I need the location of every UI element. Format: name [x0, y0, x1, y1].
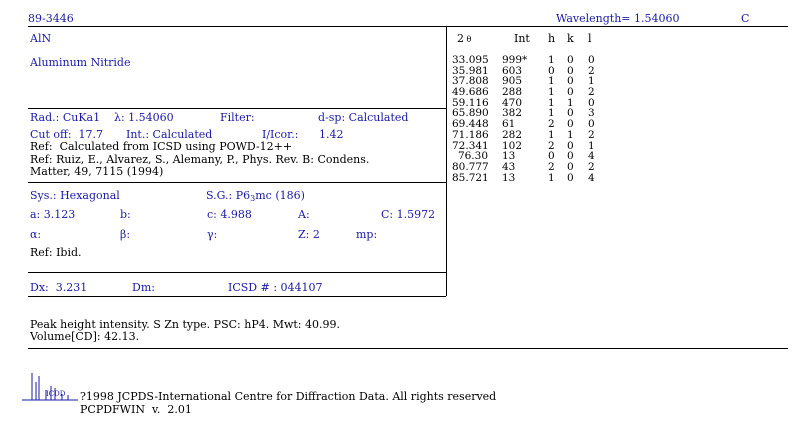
cell-l: 2 — [588, 64, 595, 77]
cell-int: 102 — [502, 139, 523, 152]
angle-beta: β: — [120, 228, 131, 241]
cell-two-theta: 59.116 — [452, 96, 489, 109]
cell-l: 0 — [588, 54, 595, 66]
density-dm: Dm: — [132, 281, 155, 294]
cutoff: Cut off: 17.7 — [30, 128, 104, 141]
cell-k: 1 — [567, 96, 574, 109]
cell-l: 1 — [588, 139, 595, 152]
angle-gamma: γ: — [207, 228, 218, 241]
compound-name: Aluminum Nitride — [30, 56, 131, 69]
lattice-a: a: 3.123 — [30, 208, 76, 221]
cell-two-theta: 35.981 — [452, 64, 489, 77]
d-spacing: d-sp: Calculated — [318, 111, 409, 124]
wavelength-label: Wavelength= 1.54060 — [556, 12, 680, 25]
cell-two-theta: 72.341 — [452, 139, 489, 152]
col-header-int: Int — [514, 32, 530, 45]
cell-l: 2 — [588, 86, 595, 99]
ratio-C: C: 1.5972 — [381, 208, 436, 221]
intensity-method: Int.: Calculated — [126, 128, 213, 141]
icor-label: I/Icor.: — [262, 128, 299, 141]
cell-h: 1 — [548, 75, 555, 88]
cell-k: 0 — [567, 75, 574, 88]
space-group: S.G.: $P6_3mc$ (186) — [206, 189, 305, 203]
comment-line-1: Peak height intensity. S Zn type. PSC: hP4. Mwt: 40.99. — [30, 318, 340, 331]
panel-vertical-divider — [446, 27, 447, 296]
cell-int: 603 — [502, 64, 523, 77]
cell-int: 43 — [502, 160, 516, 173]
divider-density — [28, 296, 446, 297]
cell-int: 61 — [502, 118, 516, 131]
reference-1: Ref: Calculated from ICSD using POWD-12++ — [30, 140, 293, 153]
col-header-l: l — [588, 32, 592, 45]
cell-two-theta: 76.30 — [457, 150, 488, 163]
cell-two-theta: 69.448 — [452, 118, 489, 131]
melting-point: mp: — [356, 228, 378, 241]
cell-h: 2 — [548, 118, 555, 131]
cell-k: 0 — [567, 107, 574, 120]
cell-l: 2 — [588, 160, 595, 173]
angle-alpha: α: — [30, 228, 42, 241]
cell-l: 3 — [588, 107, 595, 120]
crystal-reference: Ref: Ibid. — [30, 246, 82, 259]
cell-l: 4 — [588, 150, 595, 163]
compound-formula: AlN — [30, 32, 52, 45]
cell-h: 2 — [548, 160, 555, 173]
cell-two-theta: 85.721 — [452, 171, 489, 184]
cell-h: 1 — [548, 107, 555, 120]
cell-k: 1 — [567, 128, 574, 141]
cell-h: 1 — [548, 54, 555, 66]
cell-int: 282 — [502, 128, 523, 141]
cell-int: 382 — [502, 107, 523, 120]
col-header-h: h — [548, 32, 556, 45]
cell-k: 0 — [567, 139, 574, 152]
icor-value: 1.42 — [319, 128, 344, 141]
divider-crystal — [28, 272, 446, 273]
cell-h: 0 — [548, 150, 555, 163]
reference-2: Ref: Ruiz, E., Alvarez, S., Alemany, P., Phys. Rev. B: Condens. — [30, 153, 370, 166]
cell-h: 1 — [548, 128, 555, 141]
cell-two-theta: 49.686 — [452, 86, 489, 99]
col-header-k: k — [567, 32, 574, 45]
divider-experimental — [28, 182, 446, 183]
cell-k: 0 — [567, 171, 574, 184]
cell-k: 0 — [567, 118, 574, 131]
cell-l: 4 — [588, 171, 595, 184]
cell-int: 13 — [502, 150, 516, 163]
cell-int: 13 — [502, 171, 516, 184]
cell-h: 1 — [548, 171, 555, 184]
pdf-number: 89-3446 — [28, 12, 74, 25]
crystal-system: Sys.: Hexagonal — [30, 189, 120, 202]
divider-comments — [28, 348, 788, 349]
lattice-b: b: — [120, 208, 131, 221]
col-header-two-theta: 2 θ — [457, 32, 472, 45]
icsd-number: ICSD # : 044107 — [228, 281, 323, 294]
reference-3: Matter, 49, 7115 (1994) — [30, 165, 164, 178]
cell-int: 288 — [502, 86, 523, 99]
icdd-logo-icon — [18, 370, 80, 404]
cell-k: 0 — [567, 86, 574, 99]
cell-two-theta: 37.808 — [452, 75, 489, 88]
cell-int: 905 — [502, 75, 523, 88]
header-divider — [28, 26, 788, 27]
cell-two-theta: 65.890 — [452, 107, 489, 120]
copyright-line: ?1998 JCPDS-International Centre for Diffraction Data. All rights reserved — [80, 390, 497, 403]
cell-l: 0 — [588, 118, 595, 131]
cell-two-theta: 33.095 — [452, 54, 489, 66]
z-value: Z: 2 — [298, 228, 320, 241]
cell-h: 1 — [548, 96, 555, 109]
ratio-A: A: — [298, 208, 310, 221]
cell-k: 0 — [567, 160, 574, 173]
cell-two-theta: 71.186 — [452, 128, 489, 141]
cell-l: 0 — [588, 96, 595, 109]
cell-l: 1 — [588, 75, 595, 88]
radiation: Rad.: CuKa1 — [30, 111, 101, 124]
cell-int: 999* — [502, 54, 528, 66]
cell-h: 2 — [548, 139, 555, 152]
cell-h: 0 — [548, 64, 555, 77]
filter-label: Filter: — [220, 111, 255, 124]
corner-letter: C — [741, 12, 750, 25]
comment-line-2: Volume[CD]: 42.13. — [30, 330, 140, 343]
lattice-c: c: 4.988 — [207, 208, 252, 221]
density-dx: Dx: 3.231 — [30, 281, 88, 294]
cell-h: 1 — [548, 86, 555, 99]
cell-k: 0 — [567, 54, 574, 66]
lambda-value: λ: 1.54060 — [114, 111, 174, 124]
icdd-logo-text: ICDD — [46, 390, 66, 398]
cell-l: 2 — [588, 128, 595, 141]
cell-int: 470 — [502, 96, 523, 109]
divider-compound — [28, 108, 446, 109]
cell-two-theta: 80.777 — [452, 160, 489, 173]
cell-k: 0 — [567, 150, 574, 163]
software-version: PCPDFWIN v. 2.01 — [80, 403, 192, 416]
cell-k: 0 — [567, 64, 574, 77]
